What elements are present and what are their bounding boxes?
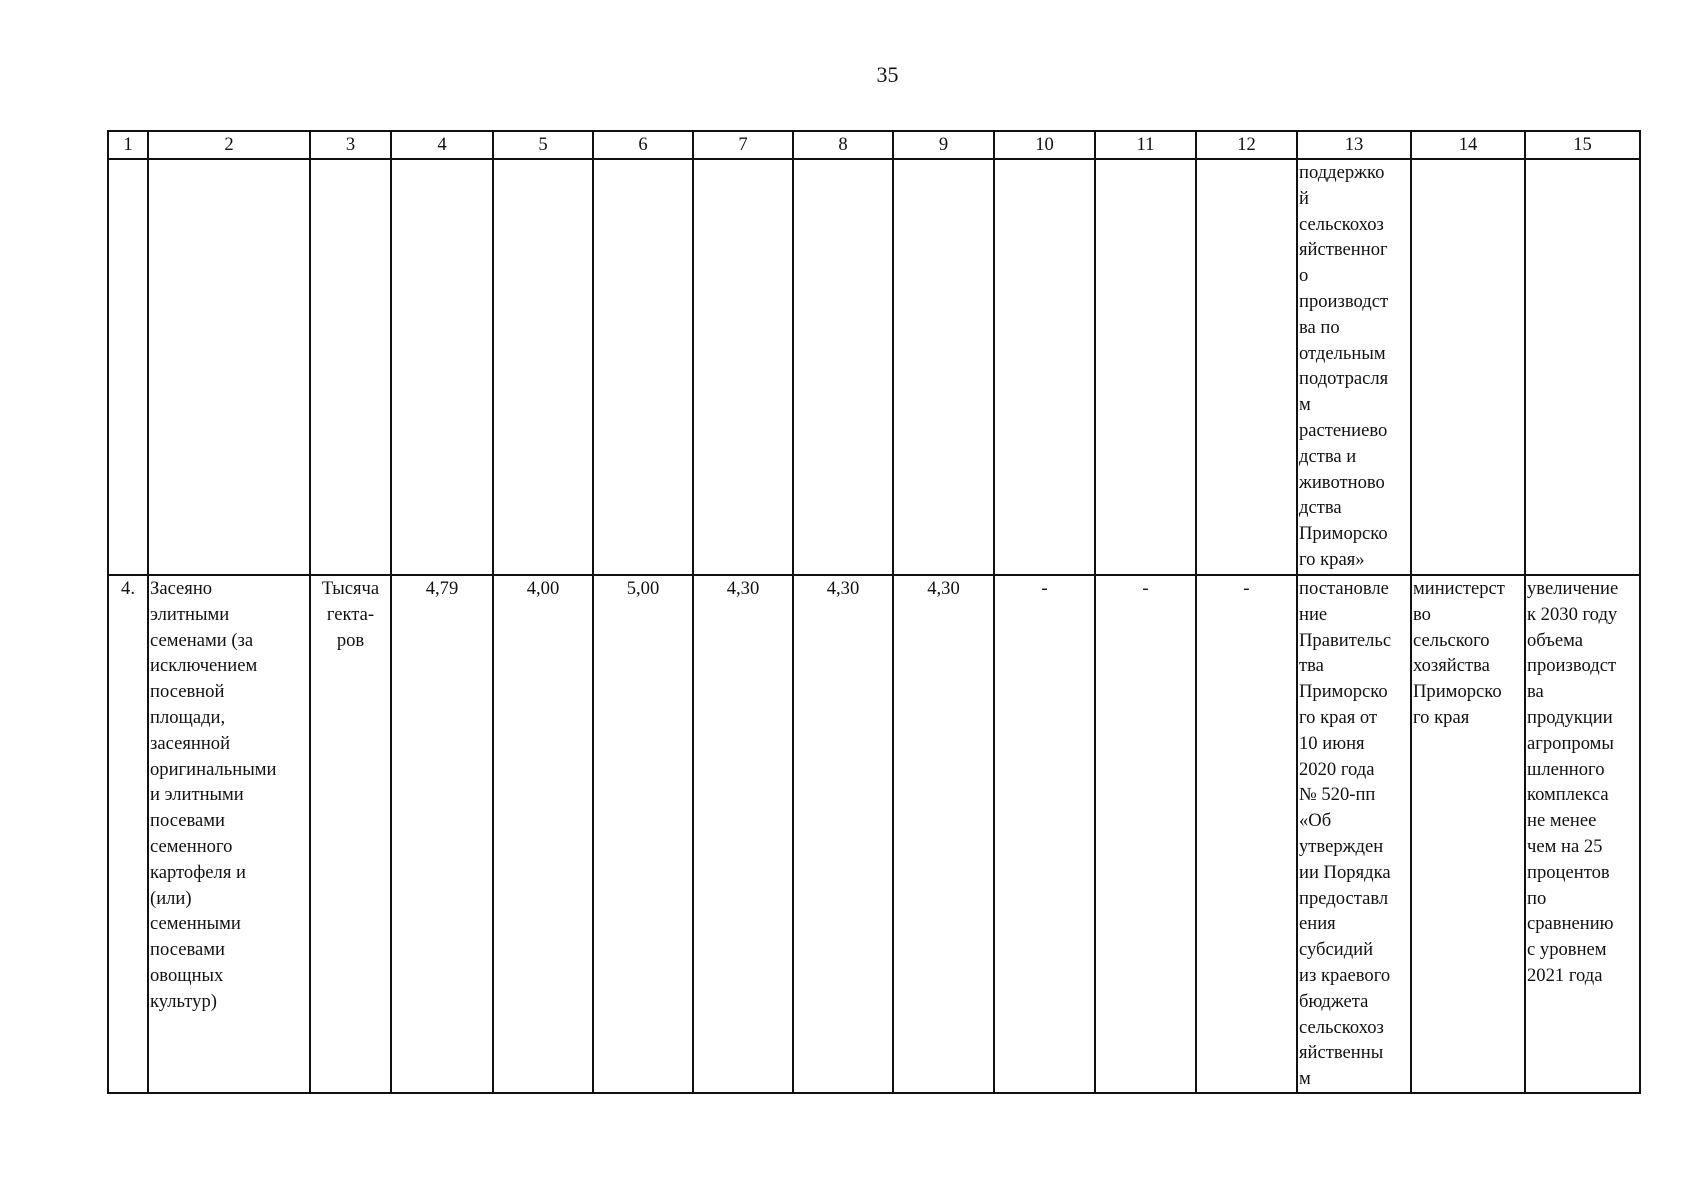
page-number: 35: [876, 62, 899, 87]
expected-result: увеличение к 2030 году объема производст ва продукции агропромы шленного комплекса не менее чем на 25 процентов по сравнению с уровнем 2021 года: [1525, 575, 1640, 1093]
table-cell: [994, 159, 1095, 575]
table-cell: [1411, 159, 1525, 575]
column-header-10: 10: [994, 131, 1095, 159]
value-col-5: 4,00: [493, 575, 593, 1093]
indicator-name: Засеяно элитными семенами (за исключением посевной площади, засеянной оригинальными и элитными посевами семенного картофеля и (или) семенными посевами овощных культур): [148, 575, 310, 1093]
table-cell: [593, 159, 693, 575]
table-cell: [391, 159, 493, 575]
table-cell: [493, 159, 593, 575]
row-number: 4.: [108, 575, 148, 1093]
table-cell: [893, 159, 994, 575]
table-cell: [108, 159, 148, 575]
column-number-row: [108, 131, 1640, 159]
table-cell: [693, 159, 793, 575]
column-header-8: 8: [793, 131, 893, 159]
table-row-continuation: [108, 159, 1640, 575]
unit-of-measure: Тысяча гекта- ров: [310, 575, 391, 1093]
legal-basis: постановле ние Правительс тва Приморско го края от 10 июня 2020 года № 520-пп «Об утвержден ии Порядка предоставл ения субсидий из краевого бюджета сельскохоз яйственны м: [1297, 575, 1411, 1093]
responsible-body: министерст во сельского хозяйства Приморско го края: [1411, 575, 1525, 1093]
column-header-1: 1: [108, 131, 148, 159]
column-header-15: 15: [1525, 131, 1640, 159]
indicators-table: [107, 130, 1641, 1094]
column-header-2: 2: [148, 131, 310, 159]
column-header-6: 6: [593, 131, 693, 159]
table-cell: [1095, 159, 1196, 575]
column-header-11: 11: [1095, 131, 1196, 159]
table-cell: [310, 159, 391, 575]
value-col-8: 4,30: [793, 575, 893, 1093]
value-col-6: 5,00: [593, 575, 693, 1093]
column-header-9: 9: [893, 131, 994, 159]
value-col-9: 4,30: [893, 575, 994, 1093]
table-cell: [148, 159, 310, 575]
table-cell: [793, 159, 893, 575]
column-header-5: 5: [493, 131, 593, 159]
value-col-4: 4,79: [391, 575, 493, 1093]
table-row-item-4: [108, 575, 1640, 1093]
table-cell: [1525, 159, 1640, 575]
legal-basis-continuation: поддержко й сельскохоз яйственног о производст ва по отдельным подотрасля м растениево дства и животново дства Приморско го края»: [1297, 159, 1411, 575]
column-header-7: 7: [693, 131, 793, 159]
value-col-10: -: [994, 575, 1095, 1093]
column-header-13: 13: [1297, 131, 1411, 159]
column-header-4: 4: [391, 131, 493, 159]
column-header-3: 3: [310, 131, 391, 159]
value-col-7: 4,30: [693, 575, 793, 1093]
column-header-12: 12: [1196, 131, 1297, 159]
table-cell: [1196, 159, 1297, 575]
column-header-14: 14: [1411, 131, 1525, 159]
value-col-12: -: [1196, 575, 1297, 1093]
value-col-11: -: [1095, 575, 1196, 1093]
